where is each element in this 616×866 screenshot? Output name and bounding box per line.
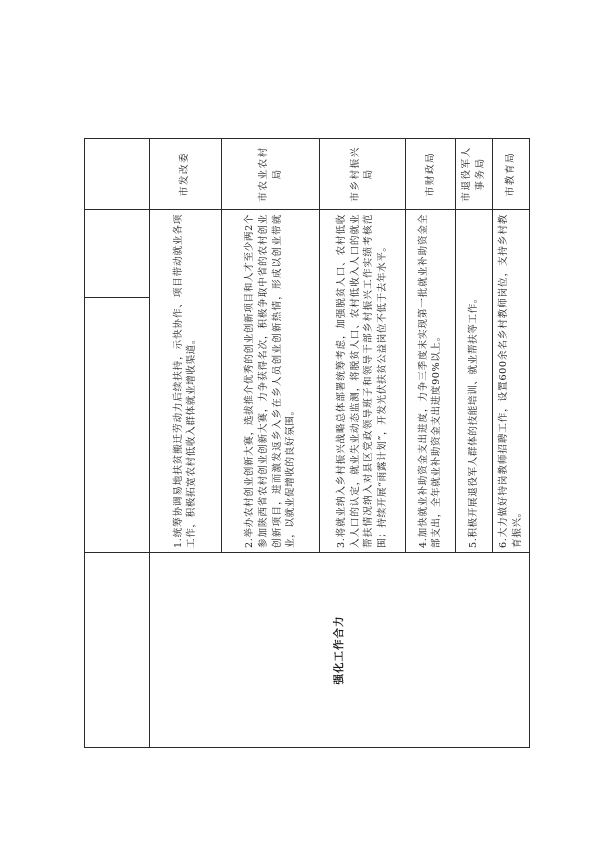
empty-cell xyxy=(85,210,150,298)
empty-cell xyxy=(85,553,150,748)
table-row xyxy=(149,139,221,748)
empty-cell xyxy=(85,139,150,210)
department-cell: 市农业农村局 xyxy=(221,139,320,210)
task-cell: 1.统筹协调易地扶贫搬迁劳动力后续扶持，示快协作、项目带动就业各项工作，积极拓宽农村低收入群体就业增收渠道。 xyxy=(149,210,221,553)
task-cell: 2.举办农村创业创新大赛，选拔推介优秀的创业创新项目和人才至少两2个参加陕西省农村创业创新大赛，力争获得名次，积极争取中省的农村创业创新项目，进而激发返乡入乡在乡人员创业创新热情，形成以创业带就业，以就业促增收的良好氛围。 xyxy=(221,210,320,553)
category-cell: 强化工作合力 xyxy=(149,553,529,748)
empty-cell xyxy=(85,298,150,553)
task-table xyxy=(84,138,530,748)
task-cell: 4.加快就业补助资金支出进度，力争三季度末实现第一批就业补助资金全部支出，全年就业补助资金支出进度90%以上。 xyxy=(405,210,455,553)
department-cell: 市教育局 xyxy=(492,139,529,210)
task-cell: 3.将就业纳入乡村振兴战略总体部署统筹考虑，加强脱贫人口、农村低收入人口的认定，就业失业动态监测，将脱贫人口、农村低收入人口的就业帮扶情况纳入对县区党政领导班子和领导干部乡村振兴工作实绩考核范围；持续开展“雨露计划”，开发光伏扶贫公益岗位不低于去年水平。 xyxy=(320,210,405,553)
department-cell: 市发改委 xyxy=(149,139,221,210)
department-cell: 市退役军人事务局 xyxy=(455,139,492,210)
table-row-empty xyxy=(85,139,150,748)
rotated-table-container xyxy=(84,139,530,748)
department-cell: 市财政局 xyxy=(405,139,455,210)
task-cell: 5.积极开展退役军人群体的技能培训、就业帮扶等工作。 xyxy=(455,210,492,553)
department-cell: 市乡村振兴局 xyxy=(320,139,405,210)
task-cell: 6.大力做好特岗教师招聘工作，设置600余名乡村教师岗位，支持乡村教育振兴。 xyxy=(492,210,529,553)
